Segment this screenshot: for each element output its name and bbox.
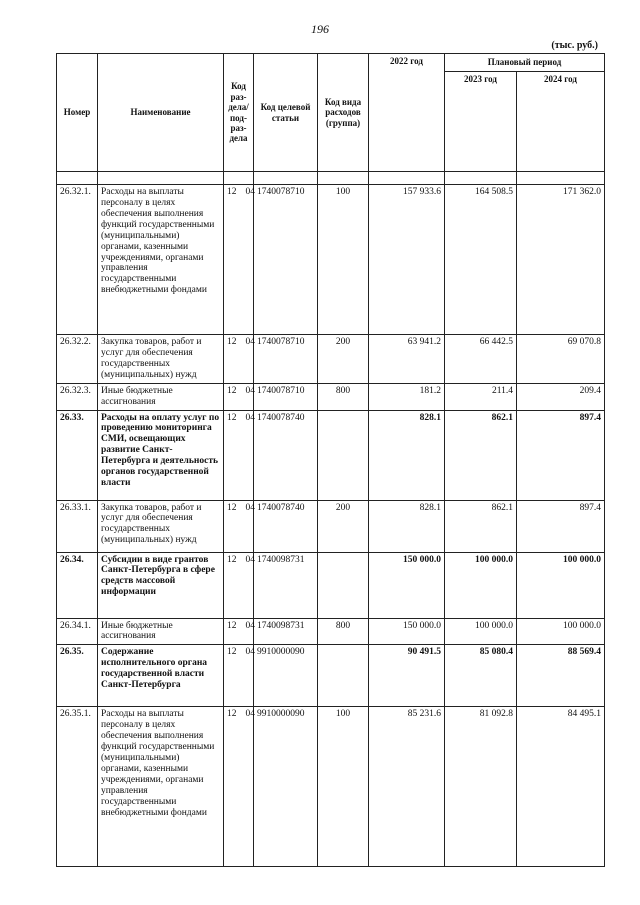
target-code: 1740098731: [254, 618, 318, 645]
value-2023: 862.1: [445, 410, 517, 500]
target-code: 1740098731: [254, 552, 318, 618]
page-number: 196: [311, 22, 329, 36]
section-code-rz: 12: [227, 647, 237, 658]
section-code: [224, 410, 254, 500]
row-name: Содержание исполнительного органа государственной власти Санкт-Петербурга: [98, 645, 224, 707]
value-2023: 100 000.0: [445, 552, 517, 618]
table-row: [57, 383, 605, 410]
row-name: Иные бюджетные ассигнования: [98, 618, 224, 645]
value-2022: 90 491.5: [369, 645, 445, 707]
section-code-rz: 12: [227, 709, 237, 720]
spacer-cell: [254, 172, 318, 185]
target-code: 1740078710: [254, 335, 318, 384]
row-name: Расходы на оплату услуг по проведению мониторинга СМИ, освещающих развитие Санкт-Петербурга и деятельность органов государственной власти: [98, 410, 224, 500]
header-name: Наименование: [98, 54, 224, 172]
spacer-cell: [517, 172, 605, 185]
row-number: 26.33.1.: [57, 500, 98, 552]
value-2023: 85 080.4: [445, 645, 517, 707]
section-code: [224, 500, 254, 552]
row-name: Закупка товаров, работ и услуг для обеспечения государственных (муниципальных) нужд: [98, 500, 224, 552]
row-number: 26.35.: [57, 645, 98, 707]
value-2023: 164 508.5: [445, 185, 517, 335]
spacer-cell: [57, 172, 98, 185]
section-code: [224, 707, 254, 867]
row-number: 26.32.3.: [57, 383, 98, 410]
value-2024: 897.4: [517, 410, 605, 500]
section-code: [224, 383, 254, 410]
value-2024: 84 495.1: [517, 707, 605, 867]
value-2023: 81 092.8: [445, 707, 517, 867]
value-2024: 88 569.4: [517, 645, 605, 707]
section-code-pr: 04: [245, 709, 255, 720]
spacer-row: [57, 172, 605, 185]
value-2024: 209.4: [517, 383, 605, 410]
section-code-pr: 04: [245, 620, 255, 631]
table-row: [57, 500, 605, 552]
row-name: Субсидии в виде грантов Санкт-Петербурга в сфере средств массовой информации: [98, 552, 224, 618]
spacer-cell: [224, 172, 254, 185]
row-name: Иные бюджетные ассигнования: [98, 383, 224, 410]
value-2024: 897.4: [517, 500, 605, 552]
section-code-rz: 12: [227, 337, 237, 347]
value-2023: 862.1: [445, 500, 517, 552]
value-2023: 66 442.5: [445, 335, 517, 384]
expense-code: 800: [318, 618, 369, 645]
section-code-rz: 12: [227, 502, 237, 513]
row-name: Расходы на выплаты персоналу в целях обеспечения выполнения функций государственными (муниципальными) органами, казенными учреждениями, органами управления государственными внебюджетными фондами: [98, 707, 224, 867]
target-code: 9910000090: [254, 645, 318, 707]
row-name: Расходы на выплаты персоналу в целях обеспечения выполнения функций государственными (муниципальными) органами, казенными учреждениями, органами управления государственными внебюджетными фондами: [98, 185, 224, 335]
section-code-rz: 12: [227, 385, 237, 396]
section-code-rz: 12: [227, 187, 237, 197]
section-code-rz: 12: [227, 620, 237, 631]
section-code: [224, 552, 254, 618]
expense-code: 800: [318, 383, 369, 410]
header-2024: 2024 год: [517, 72, 605, 172]
section-code-pr: 04: [245, 385, 255, 396]
row-number: 26.34.1.: [57, 618, 98, 645]
table-row: [57, 618, 605, 645]
header-number: Номер: [57, 54, 98, 172]
header-section-code: Код раз-дела/ под-раз-дела: [224, 54, 254, 172]
target-code: 1740078710: [254, 383, 318, 410]
expense-code: 200: [318, 335, 369, 384]
spacer-cell: [318, 172, 369, 185]
header-plan-period: Плановый период: [445, 54, 605, 72]
table-row: [57, 707, 605, 867]
value-2023: 100 000.0: [445, 618, 517, 645]
spacer-cell: [98, 172, 224, 185]
value-2024: 69 070.8: [517, 335, 605, 384]
expense-code: 100: [318, 707, 369, 867]
header-target-code: Код целевой статьи: [254, 54, 318, 172]
section-code: [224, 618, 254, 645]
section-code-pr: 04: [245, 187, 255, 197]
target-code: 1740078740: [254, 500, 318, 552]
value-2022: 85 231.6: [369, 707, 445, 867]
target-code: 1740078740: [254, 410, 318, 500]
header-expense-code: Код вида расходов (группа): [318, 54, 369, 172]
spacer-cell: [369, 172, 445, 185]
section-code-pr: 04: [245, 502, 255, 513]
row-name: Закупка товаров, работ и услуг для обеспечения государственных (муниципальных) нужд: [98, 335, 224, 384]
value-2022: 828.1: [369, 410, 445, 500]
value-2022: 63 941.2: [369, 335, 445, 384]
section-code: [224, 185, 254, 335]
row-number: 26.32.2.: [57, 335, 98, 384]
row-number: 26.33.: [57, 410, 98, 500]
header-2022: 2022 год: [369, 54, 445, 172]
budget-table: [56, 53, 605, 867]
value-2023: 211.4: [445, 383, 517, 410]
section-code: [224, 645, 254, 707]
table-row: [57, 552, 605, 618]
spacer-cell: [445, 172, 517, 185]
value-2022: 181.2: [369, 383, 445, 410]
section-code: [224, 335, 254, 384]
section-code-pr: 04: [245, 647, 255, 658]
value-2024: 171 362.0: [517, 185, 605, 335]
value-2022: 157 933.6: [369, 185, 445, 335]
row-number: 26.34.: [57, 552, 98, 618]
expense-code: [318, 552, 369, 618]
target-code: 1740078710: [254, 185, 318, 335]
value-2022: 150 000.0: [369, 552, 445, 618]
table-row: [57, 645, 605, 707]
value-2024: 100 000.0: [517, 618, 605, 645]
value-2024: 100 000.0: [517, 552, 605, 618]
expense-code: [318, 410, 369, 500]
table-row: [57, 185, 605, 335]
expense-code: [318, 645, 369, 707]
value-2022: 150 000.0: [369, 618, 445, 645]
row-number: 26.35.1.: [57, 707, 98, 867]
section-code-pr: 04: [245, 554, 255, 565]
table-body: [57, 172, 605, 867]
section-code-rz: 12: [227, 412, 237, 423]
expense-code: 200: [318, 500, 369, 552]
header-2023: 2023 год: [445, 72, 517, 172]
units-label: (тыс. руб.): [551, 40, 598, 51]
target-code: 9910000090: [254, 707, 318, 867]
section-code-pr: 04: [245, 337, 255, 347]
value-2022: 828.1: [369, 500, 445, 552]
table-row: [57, 410, 605, 500]
expense-code: 100: [318, 185, 369, 335]
row-number: 26.32.1.: [57, 185, 98, 335]
table-row: [57, 335, 605, 384]
section-code-pr: 04: [245, 412, 255, 423]
section-code-rz: 12: [227, 554, 237, 565]
